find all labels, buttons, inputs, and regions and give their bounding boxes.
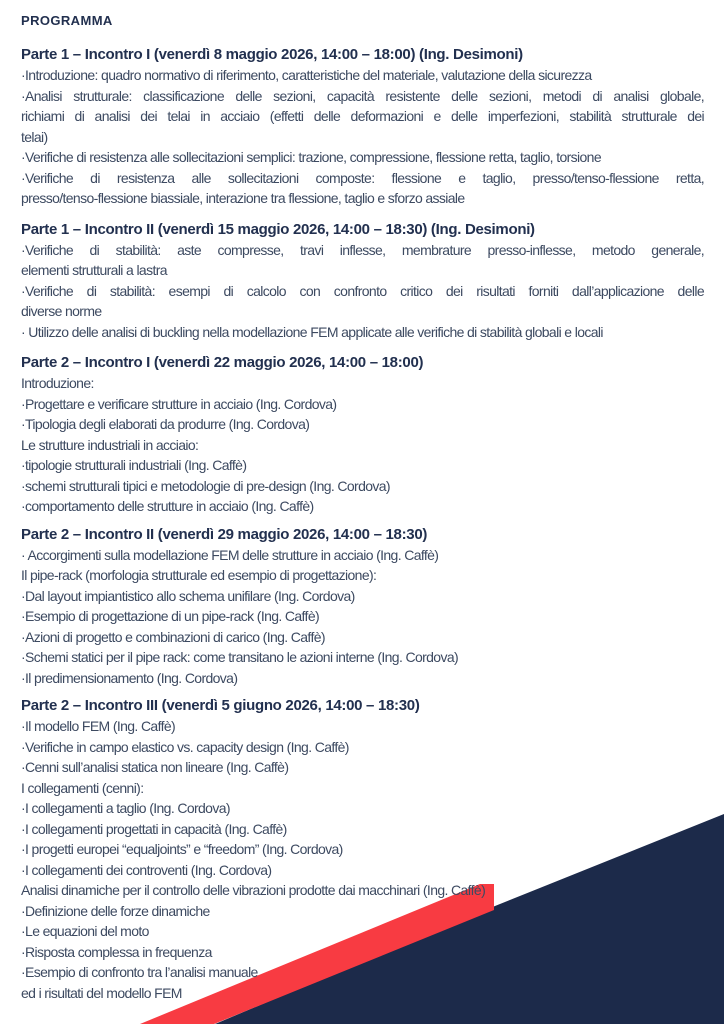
program-section [21,219,704,343]
program-line: ·Verifiche di resistenza alle sollecitazioni semplici: trazione, compressione, flessione retta, taglio, torsione [21,149,601,165]
program-line: presso/tenso-flessione biassiale, interazione tra flessione, taglio e sforzo assiale [21,190,465,206]
program-line: Introduzione: [21,375,94,391]
program-line: ·Definizione delle forze dinamiche [21,902,210,919]
program-line: ·Progettare e verificare strutture in acciaio (Ing. Cordova) [21,395,337,412]
program-line: ·Azioni di progetto e combinazioni di carico (Ing. Caffè) [21,628,325,645]
program-line: ·Tipologia degli elaborati da produrre (Ing. Cordova) [21,416,310,432]
program-line: diverse norme [21,303,102,319]
program-sections [21,44,704,1003]
program-line: ·tipologie strutturali industriali (Ing. Caffè) [21,457,247,473]
program-line: ·Introduzione: quadro normativo di riferimento, caratteristiche del materiale, valutazione della sicurezza [21,67,592,83]
page-title: PROGRAMMA [21,13,113,28]
program-line: ·Verifiche in campo elastico vs. capacity design (Ing. Caffè) [21,738,349,755]
program-line: elementi strutturali a lastra [21,262,167,278]
program-line: ·Cenni sull’analisi statica non lineare (Ing. Caffè) [21,759,289,775]
program-line: ·I collegamenti a taglio (Ing. Cordova) [21,800,230,816]
program-line: I collegamenti (cenni): [21,779,144,796]
program-line: ·comportamento delle strutture in acciaio (Ing. Caffè) [21,498,314,514]
program-line: ·Schemi statici per il pipe rack: come transitano le azioni interne (Ing. Cordova) [21,649,459,665]
program-line: Il pipe-rack (morfologia strutturale ed esempio di progettazione): [21,567,377,583]
program-line: ·Esempio di confronto tra l’analisi manuale [21,964,258,980]
program-line: · Utilizzo delle analisi di buckling nella modellazione FEM applicate alle verifiche di stabilità globali e locali [21,323,603,340]
program-section [21,352,704,517]
program-line: ·I collegamenti dei controventi (Ing. Cordova) [21,861,272,878]
program-line: ·schemi strutturali tipici e metodologie di pre-design (Ing. Cordova) [21,477,390,494]
program-line: ·Verifiche di stabilità: esempi di calcolo con confronto critico dei risultati forniti dall’applicazione delle [21,282,704,299]
program-line: telai) [21,128,48,145]
program-line: richiami di analisi dei telai in acciaio (effetti delle deformazioni e delle imperfezioni, stabilità strutturale dei [21,108,704,124]
program-line: ·I collegamenti progettati in capacità (Ing. Caffè) [21,820,287,837]
program-line: ed i risultati del modello FEM [21,984,182,1001]
program-line: ·Il predimensionamento (Ing. Cordova) [21,669,238,686]
program-line: ·Risposta complessa in frequenza [21,943,212,960]
program-line: ·I progetti europei “equaljoints” e “freedom” (Ing. Cordova) [21,841,343,857]
program-line: ·Il modello FEM (Ing. Caffè) [21,718,176,734]
program-line: ·Verifiche di stabilità: aste compresse, travi inflesse, membrature presso-inflesse, metodo generale, [21,241,704,258]
program-line: ·Analisi strutturale: classificazione delle sezioni, capacità resistente delle sezioni, metodi di analisi globale, [21,87,704,104]
section-heading: Parte 2 – Incontro III (venerdì 5 giugno 2026, 14:00 – 18:30) [21,697,420,714]
program-line: ·Le equazioni del moto [21,923,149,939]
program-line: · Accorgimenti sulla modellazione FEM delle strutture in acciaio (Ing. Caffè) [21,546,439,563]
program-line: ·Esempio di progettazione di un pipe-rack (Ing. Caffè) [21,608,320,624]
section-heading: Parte 1 – Incontro II (venerdì 15 maggio 2026, 14:00 – 18:30) (Ing. Desimoni) [21,220,535,238]
program-line: ·Dal layout impiantistico allo schema unifilare (Ing. Cordova) [21,587,355,604]
section-heading: Parte 2 – Incontro I (venerdì 22 maggio 2026, 14:00 – 18:00) [21,354,424,371]
section-heading: Parte 2 – Incontro II (venerdì 29 maggio 2026, 14:00 – 18:30) [21,525,428,543]
section-heading: Parte 1 – Incontro I (venerdì 8 maggio 2026, 14:00 – 18:00) (Ing. Desimoni) [21,46,523,63]
program-section [21,695,704,1003]
program-line: Analisi dinamiche per il controllo delle vibrazioni prodotte dai macchinari (Ing. Caffè) [21,882,486,898]
program-line: Le strutture industriali in acciaio: [21,436,199,453]
program-section [21,44,704,209]
program-section [21,524,704,689]
program-line: ·Verifiche di resistenza alle sollecitazioni composte: flessione e taglio, presso/tenso-flessione retta, [21,169,704,186]
